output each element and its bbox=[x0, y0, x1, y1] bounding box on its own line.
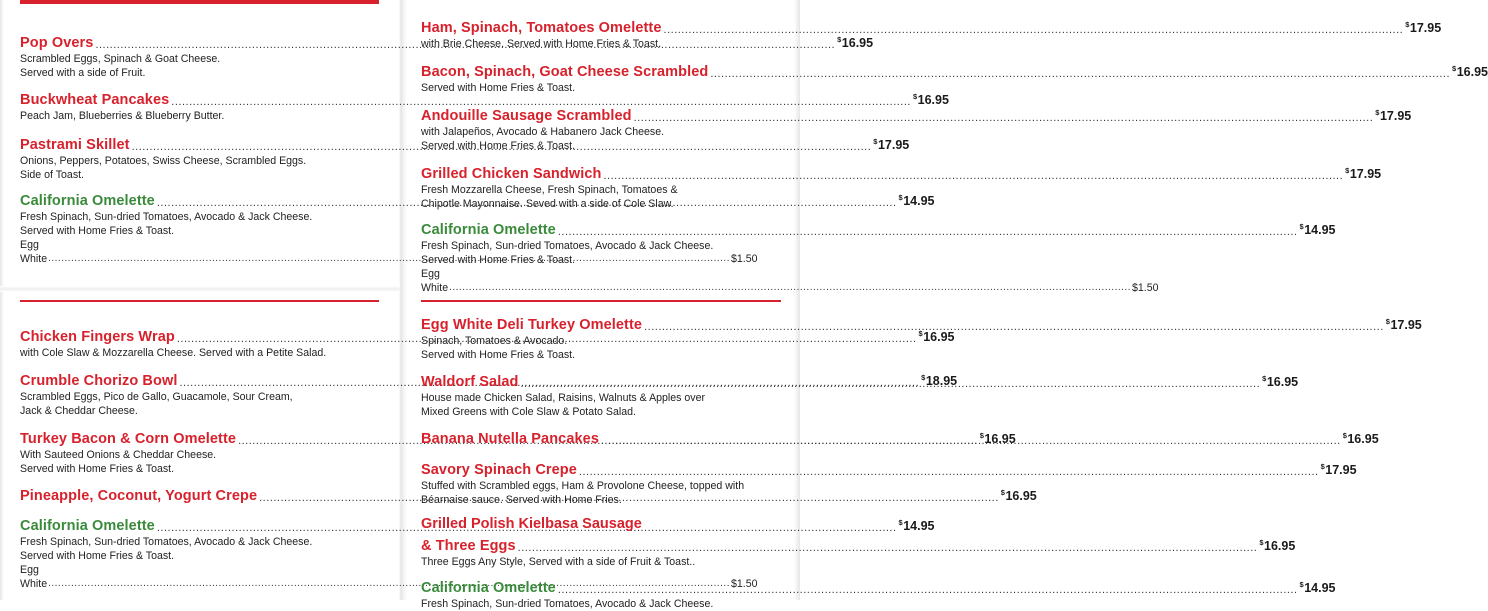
addon-label: Egg White bbox=[20, 239, 48, 265]
leader-dots bbox=[518, 541, 1258, 555]
item-name: Pastrami Skillet bbox=[20, 137, 130, 153]
item-description: Side of Toast. bbox=[20, 169, 84, 181]
item-name: Egg White Deli Turkey Omelette bbox=[421, 317, 643, 333]
item-name: Bacon, Spinach, Goat Cheese Scrambled bbox=[421, 64, 709, 80]
item-description: with Cole Slaw & Mozzarella Cheese. Served with a Petite Salad. bbox=[20, 347, 327, 359]
leader-dots bbox=[634, 111, 1374, 125]
item-price: $17.95 bbox=[1320, 462, 1357, 477]
item-description: Fresh Mozzarella Cheese, Fresh Spinach, Tomatoes & bbox=[421, 184, 678, 196]
leader-dots bbox=[601, 434, 1341, 448]
item-name: California Omelette bbox=[421, 222, 556, 238]
item-description: Jack & Cheddar Cheese. bbox=[20, 405, 138, 417]
leader-dots bbox=[520, 377, 1260, 391]
item-name: Pineapple, Coconut, Yogurt Crepe bbox=[20, 488, 258, 504]
item-description: Fresh Spinach, Sun-dried Tomatoes, Avocado & Jack Cheese. bbox=[421, 598, 714, 610]
section-rule-right-bottom bbox=[421, 300, 781, 302]
item-description: Three Eggs Any Style, Served with a side of Fruit & Toast.. bbox=[421, 556, 696, 568]
item-name: California Omelette bbox=[421, 580, 556, 596]
addon-price: $1.50 bbox=[730, 253, 758, 265]
leader-dots bbox=[579, 465, 1319, 479]
item-name: Turkey Bacon & Corn Omelette bbox=[20, 431, 237, 447]
item-price: $16.95 bbox=[1000, 488, 1037, 503]
addon-label: Egg White bbox=[421, 268, 449, 294]
item-description: Fresh Spinach, Sun-dried Tomatoes, Avocado & Jack Cheese. bbox=[20, 211, 313, 223]
menu-item-california-omelette bbox=[421, 218, 1336, 295]
item-name: Chicken Fingers Wrap bbox=[20, 329, 175, 345]
item-description: Served with Home Fries & Toast. bbox=[421, 254, 576, 266]
item-price: $17.95 bbox=[1375, 108, 1412, 123]
leader-dots bbox=[558, 225, 1298, 239]
item-name: Waldorf Salad bbox=[421, 374, 519, 390]
leader-dots bbox=[603, 169, 1343, 183]
menu-item-california-omelette bbox=[421, 576, 1336, 611]
item-price: $16.95 bbox=[979, 431, 1016, 446]
item-description: Served with Home Fries & Toast. bbox=[421, 349, 576, 361]
item-description: Mixed Greens with Cole Slaw & Potato Salad. bbox=[421, 406, 636, 418]
addon-egg-white bbox=[421, 267, 1159, 295]
item-name: Savory Spinach Crepe bbox=[421, 462, 577, 478]
item-description: Chipotle Mayonnaise. Seved with a side of Cole Slaw. bbox=[421, 198, 674, 210]
item-price: $17.95 bbox=[1345, 166, 1382, 181]
item-price: $14.95 bbox=[898, 193, 935, 208]
item-price: $16.95 bbox=[918, 329, 955, 344]
section-rule-left-bottom bbox=[20, 300, 379, 302]
page-left-border bbox=[0, 0, 4, 600]
menu-item-banana-nutella-pancakes bbox=[421, 427, 1379, 448]
item-description: Spinach, Tomatoes & Avocado. bbox=[421, 335, 568, 347]
item-description: Peach Jam, Blueberries & Blueberry Butter. bbox=[20, 110, 225, 122]
item-name: California Omelette bbox=[20, 193, 155, 209]
item-description: Served with Home Fries & Toast. bbox=[421, 82, 576, 94]
addon-price: $1.50 bbox=[730, 578, 758, 590]
item-price: $18.95 bbox=[921, 373, 958, 388]
item-description: Fresh Spinach, Sun-dried Tomatoes, Avocado & Jack Cheese. bbox=[421, 240, 714, 252]
item-name: Crumble Chorizo Bowl bbox=[20, 373, 178, 389]
page-right-border bbox=[794, 0, 800, 600]
item-name: Buckwheat Pancakes bbox=[20, 92, 170, 108]
item-description: Béarnaise sauce. Served with Home Fries. bbox=[421, 494, 622, 506]
addon-price: $1.50 bbox=[1131, 282, 1159, 294]
item-name: Andouille Sausage Scrambled bbox=[421, 108, 632, 124]
leader-dots bbox=[644, 320, 1384, 334]
item-name: California Omelette bbox=[20, 518, 155, 534]
item-price: $14.95 bbox=[898, 518, 935, 533]
item-description: Served with Home Fries & Toast. bbox=[20, 225, 175, 237]
item-description: Served with Home Fries & Toast. bbox=[20, 463, 175, 475]
item-description: Scrambled Eggs, Spinach & Goat Cheese. bbox=[20, 53, 221, 65]
item-name: Grilled Chicken Sandwich bbox=[421, 166, 602, 182]
item-name: & Three Eggs bbox=[421, 538, 516, 554]
leader-dots bbox=[664, 23, 1404, 37]
menu-item-bacon-spinach-goat-cheese-scrambled bbox=[421, 60, 1488, 95]
item-price: $17.95 bbox=[873, 137, 910, 152]
item-description: with Jalapeños, Avocado & Habanero Jack Cheese. bbox=[421, 126, 665, 138]
item-price: $16.95 bbox=[912, 92, 949, 107]
item-description: House made Chicken Salad, Raisins, Walnuts & Apples over bbox=[421, 392, 706, 404]
item-price: $14.95 bbox=[1299, 222, 1336, 237]
item-name: Banana Nutella Pancakes bbox=[421, 431, 599, 447]
leader-dots bbox=[558, 583, 1298, 597]
item-description: Onions, Peppers, Potatoes, Swiss Cheese, Scrambled Eggs. bbox=[20, 155, 307, 167]
item-price: $16.95 bbox=[1452, 64, 1488, 79]
item-description: Served with Home Fries & Toast. bbox=[20, 550, 175, 562]
item-name: Pop Overs bbox=[20, 35, 94, 51]
column-divider bbox=[399, 0, 407, 600]
leader-dots bbox=[710, 67, 1450, 81]
addon-label: Egg White bbox=[20, 564, 48, 590]
item-description: Stuffed with Scrambled eggs, Ham & Provolone Cheese, topped with bbox=[421, 480, 745, 492]
row-divider-left bbox=[0, 286, 400, 292]
item-price: $16.95 bbox=[837, 35, 874, 50]
item-description: Scrambled Eggs, Pico de Gallo, Guacamole, Sour Cream, bbox=[20, 391, 293, 403]
item-description: Served with a side of Fruit. bbox=[20, 67, 146, 79]
item-price: $17.95 bbox=[1405, 20, 1442, 35]
item-name-line1: Grilled Polish Kielbasa Sausage bbox=[421, 516, 642, 532]
item-price: $16.95 bbox=[1262, 374, 1299, 389]
item-name: Ham, Spinach, Tomatoes Omelette bbox=[421, 20, 662, 36]
item-price: $17.95 bbox=[1385, 317, 1422, 332]
item-description: with Brie Cheese. Served with Home Fries & Toast. bbox=[421, 38, 662, 50]
item-price: $16.95 bbox=[1342, 431, 1379, 446]
item-price: $14.95 bbox=[1299, 580, 1336, 595]
item-price: $16.95 bbox=[1259, 538, 1296, 553]
item-description: Served with Home Fries & Toast. bbox=[421, 140, 576, 152]
item-description: With Sauteed Onions & Cheddar Cheese. bbox=[20, 449, 217, 461]
leader-dots bbox=[449, 281, 1131, 295]
menu-item-andouille-sausage-scrambled bbox=[421, 104, 1412, 153]
item-description: Fresh Spinach, Sun-dried Tomatoes, Avocado & Jack Cheese. bbox=[20, 536, 313, 548]
section-rule-left-top bbox=[20, 0, 379, 4]
